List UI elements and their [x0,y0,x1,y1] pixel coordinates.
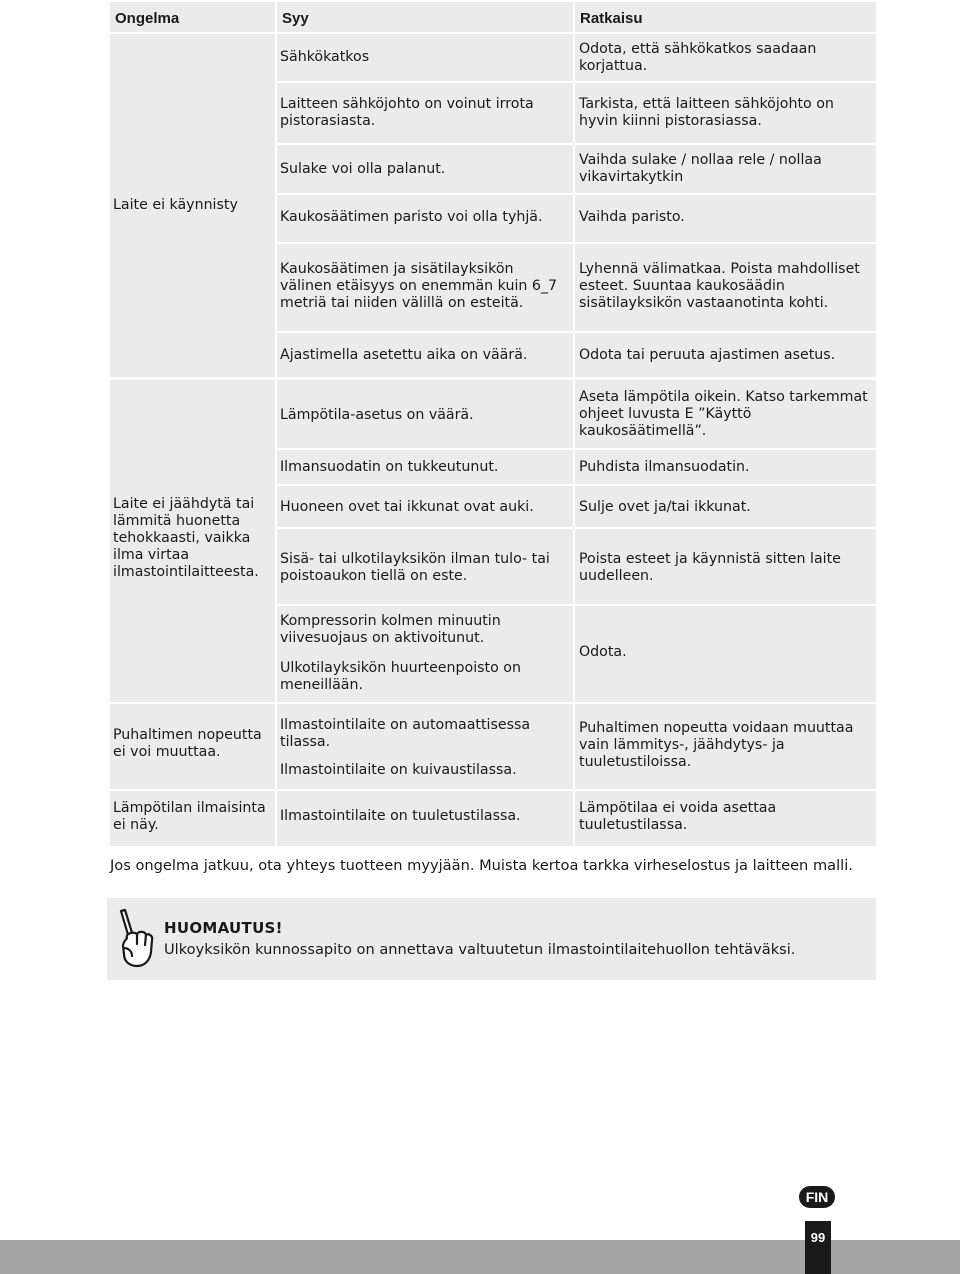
solution-cell [575,450,876,484]
cause-cell [277,704,573,789]
solution-text: Odota, että sähkökatkos saadaan korjattua. [579,41,817,74]
problem-text: Laite ei jäähdytä tai lämmitä huonetta tehokkaasti, vaikka ilma virtaa ilmastointilaitteesta. [113,496,259,580]
solution-text: Lyhennä välimatkaa. Poista mahdolliset esteet. Suuntaa kaukosäädin sisätilayksikön vastaanotinta kohti. [579,261,860,311]
cause-text: Sähkökatkos [280,49,370,65]
cause-cell [277,333,573,377]
cause-text: Huoneen ovet tai ikkunat ovat auki. [280,499,534,515]
language-badge: FIN [799,1186,835,1208]
cause-cell [277,34,573,81]
solution-text: Odota. [579,644,627,660]
problem-text: Puhaltimen nopeutta ei voi muuttaa. [113,727,262,760]
problem-cell [110,704,275,789]
solution-cell [575,606,876,702]
solution-text: Vaihda paristo. [579,209,685,225]
cause-cell [277,244,573,331]
cause-cell [277,380,573,448]
solution-text: Odota tai peruuta ajastimen asetus. [579,347,836,363]
solution-cell [575,380,876,448]
solution-cell [575,704,876,789]
solution-text: Lämpötilaa ei voida asettaa tuuletustilassa. [579,800,777,833]
problem-cell [110,791,275,846]
solution-cell [575,791,876,846]
cause-cell [277,486,573,527]
solution-cell [575,529,876,604]
solution-text: Tarkista, että laitteen sähköjohto on hyvin kiinni pistorasiassa. [579,96,834,129]
cause-text: Kompressorin kolmen minuutin viivesuojaus on aktivoitunut. [280,613,501,646]
solution-text: Vaihda sulake / nollaa rele / nollaa vikavirtakytkin [579,152,822,185]
cause-cell [277,450,573,484]
solution-cell [575,195,876,242]
solution-cell [575,145,876,193]
cause-text: Ilmastointilaite on kuivaustilassa. [280,762,517,778]
solution-cell [575,244,876,331]
cause-text: Lämpötila-asetus on väärä. [280,407,474,423]
problem-cell [110,34,275,377]
solution-cell [575,486,876,527]
cause-text: Kaukosäätimen paristo voi olla tyhjä. [280,209,543,225]
cause-cell [277,83,573,143]
solution-text: Sulje ovet ja/tai ikkunat. [579,499,751,515]
header-problem: Ongelma [110,2,275,32]
pointing-hand-icon [115,908,155,974]
cause-text: Kaukosäätimen ja sisätilayksikön välinen etäisyys on enemmän kuin 6_7 metriä tai niiden välillä on esteitä. [280,261,558,311]
solution-text: Poista esteet ja käynnistä sitten laite uudelleen. [579,551,841,584]
notice-box [107,898,876,980]
problem-text: Lämpötilan ilmaisinta ei näy. [113,800,266,833]
solution-cell [575,83,876,143]
contact-seller-note: Jos ongelma jatkuu, ota yhteys tuotteen myyjään. Muista kertoa tarkka virheselostus ja laitteen malli. [110,857,853,874]
cause-text: Ajastimella asetettu aika on väärä. [280,347,528,363]
problem-text: Laite ei käynnisty [113,197,238,213]
page-number: 99 [805,1221,831,1274]
cause-text: Sulake voi olla palanut. [280,161,446,177]
problem-cell [110,380,275,702]
cause-cell [277,529,573,604]
solution-cell [575,333,876,377]
cause-cell [277,145,573,193]
cause-text: Sisä- tai ulkotilayksikön ilman tulo- tai poistoaukon tiellä on este. [280,551,550,584]
cause-text: Ulkotilayksikön huurteenpoisto on meneillään. [280,660,521,693]
cause-text: Ilmastointilaite on tuuletustilassa. [280,808,521,824]
cause-text: Ilmastointilaite on automaattisessa tilassa. [280,717,531,750]
solution-text: Puhaltimen nopeutta voidaan muuttaa vain lämmitys-, jäähdytys- ja tuuletustiloissa. [579,720,854,770]
notice-text: Ulkoyksikön kunnossapito on annettava valtuutetun ilmastointilaitehuollon tehtäväksi. [164,941,796,958]
cause-text: Ilmansuodatin on tukkeutunut. [280,459,499,475]
notice-title: HUOMAUTUS! [164,919,283,937]
solution-cell [575,34,876,81]
solution-text: Puhdista ilmansuodatin. [579,459,750,475]
cause-cell [277,606,573,702]
header-cause: Syy [277,2,573,32]
solution-text: Aseta lämpötila oikein. Katso tarkemmat ohjeet luvusta E ”Käyttö kaukosäätimellä”. [579,389,868,439]
cause-cell [277,195,573,242]
cause-cell [277,791,573,846]
cause-text: Laitteen sähköjohto on voinut irrota pistorasiasta. [280,96,534,129]
header-solution: Ratkaisu [575,2,876,32]
